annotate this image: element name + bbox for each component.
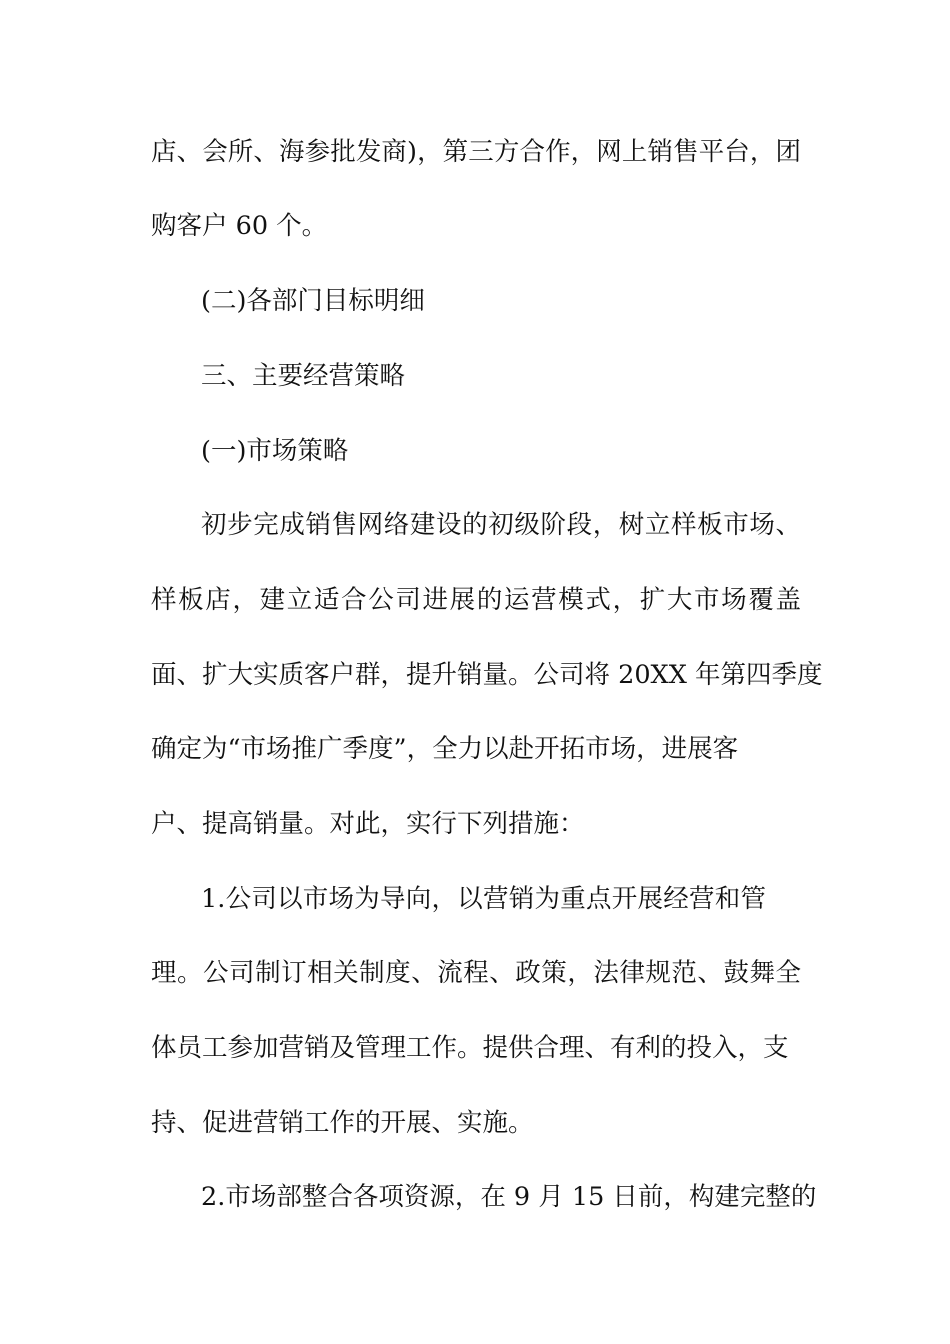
paragraph-first-line: 2.市场部整合各项资源，在 9 月 15 日前，构建完整的 [201,1182,817,1212]
text-line: 理。公司制订相关制度、流程、政策，法律规范、鼓舞全 [151,958,801,988]
text-line: 持、促进营销工作的开展、实施。 [151,1108,534,1138]
text-line: 户、提高销量。对此，实行下列措施： [151,809,585,839]
text-line: 体员工参加营销及管理工作。提供合理、有利的投入，支 [151,1033,789,1063]
text-line: 店、会所、海参批发商)，第三方合作，网上销售平台，团 [151,137,801,167]
section-heading: (二)各部门目标明细 [201,286,425,316]
paragraph-first-line: 1.公司以市场为导向，以营销为重点开展经营和管 [201,884,766,914]
text-line: 购客户 60 个。 [151,211,328,241]
text-line: 样板店，建立适合公司进展的运营模式，扩大市场覆盖 [151,585,801,615]
text-line: 面、扩大实质客户群，提升销量。公司将 20XX 年第四季度 [151,660,823,690]
text-line: 确定为“市场推广季度”，全力以赴开拓市场，进展客 [151,734,739,764]
section-heading: (一)市场策略 [201,436,349,466]
paragraph-first-line: 初步完成销售网络建设的初级阶段，树立样板市场、 [201,510,801,540]
section-heading: 三、主要经营策略 [201,361,406,391]
